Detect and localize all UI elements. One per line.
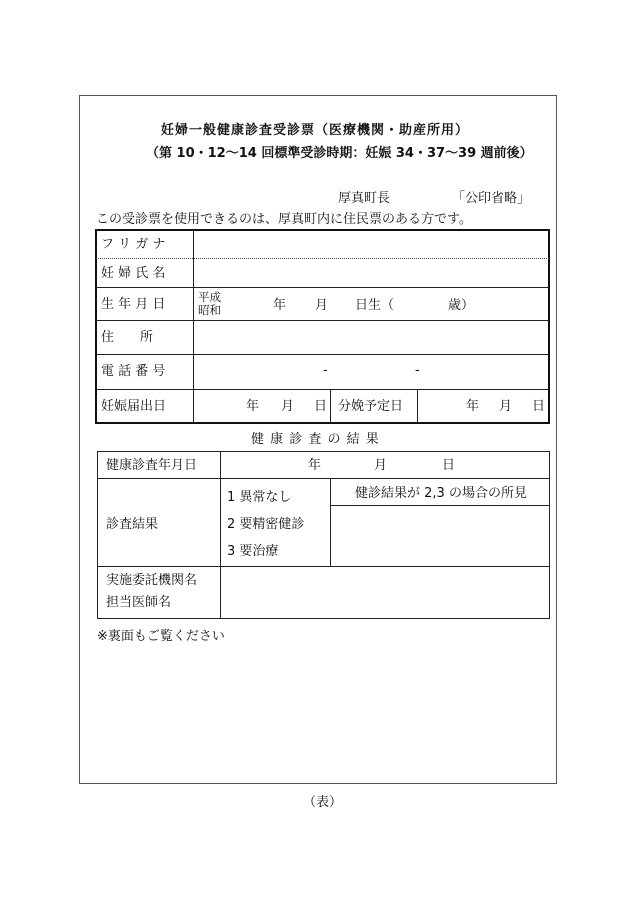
exam-day-unit: 日: [442, 458, 456, 473]
birth-day-unit: 日生（: [355, 298, 395, 313]
report-month-unit: 月: [281, 399, 295, 414]
phone-label: 電 話 番 号: [101, 364, 166, 379]
address-label: 住 所: [101, 330, 154, 345]
era-showa: 昭和: [198, 303, 221, 317]
due-date-divider: [330, 390, 331, 423]
row-divider: [96, 287, 549, 288]
institution-field[interactable]: [223, 568, 547, 617]
doctor-label: 担当医師名: [106, 595, 172, 610]
phone-field[interactable]: [196, 356, 546, 387]
birthdate-field[interactable]: [196, 289, 546, 318]
back-side-note: ※裏面もご覧ください: [97, 629, 225, 644]
findings-field[interactable]: [333, 507, 547, 564]
row-divider: [96, 320, 549, 321]
results-label-divider: [220, 452, 221, 618]
findings-header-divider: [331, 505, 549, 506]
page-side-label: （表）: [303, 795, 343, 810]
exam-date-field[interactable]: [223, 453, 547, 476]
due-month-unit: 月: [499, 399, 513, 414]
birth-year-unit: 年: [273, 298, 287, 313]
due-year-unit: 年: [466, 399, 480, 414]
result-option-detailed-exam[interactable]: 2 要精密健診: [227, 517, 305, 532]
seal-omitted: 「公印省略」: [452, 191, 531, 206]
phone-separator-1: -: [323, 363, 328, 378]
due-day-unit: 日: [532, 399, 546, 414]
age-unit: 歳）: [448, 298, 475, 313]
furigana-divider: [96, 258, 549, 259]
eligibility-notice: この受診票を使用できるのは、厚真町内に住民票のある方です。: [96, 212, 472, 227]
birth-month-unit: 月: [315, 298, 329, 313]
row-divider: [96, 389, 549, 390]
due-date-field[interactable]: [419, 391, 547, 421]
form-subtitle: （第 10・12～14 回標準受診時期：妊娠 34・37～39 週前後）: [146, 146, 533, 161]
furigana-label: フ リ ガ ナ: [101, 237, 166, 252]
form-title: 妊婦一般健康診査受診票（医療機関・助産所用）: [161, 123, 470, 138]
report-year-unit: 年: [246, 399, 260, 414]
result-label: 診査結果: [106, 517, 159, 532]
pregnancy-report-label: 妊娠届出日: [101, 399, 167, 414]
birthdate-label: 生 年 月 日: [101, 297, 166, 312]
issuer: 厚真町長: [338, 191, 391, 206]
findings-label: 健診結果が 2,3 の場合の所見: [355, 486, 527, 501]
pregnancy-report-field[interactable]: [196, 391, 328, 421]
exam-date-label: 健康診査年月日: [106, 458, 198, 473]
row-divider: [96, 354, 549, 355]
due-date-value-divider: [417, 390, 418, 423]
result-option-normal[interactable]: 1 異常なし: [227, 490, 292, 505]
findings-divider: [330, 479, 331, 566]
furigana-field[interactable]: [196, 232, 546, 256]
era-heisei: 平成: [198, 290, 221, 304]
results-heading: 健 康 診 査 の 結 果: [251, 432, 380, 447]
name-field[interactable]: [196, 260, 546, 285]
result-option-treatment[interactable]: 3 要治療: [227, 544, 279, 559]
row-divider: [98, 566, 549, 567]
exam-year-unit: 年: [308, 458, 322, 473]
name-label: 妊 婦 氏 名: [101, 266, 166, 281]
phone-separator-2: -: [415, 363, 420, 378]
row-divider: [98, 478, 549, 479]
address-field[interactable]: [196, 322, 546, 352]
report-day-unit: 日: [314, 399, 328, 414]
due-date-label: 分娩予定日: [338, 399, 404, 414]
institution-label: 実施委託機関名: [106, 573, 198, 588]
exam-month-unit: 月: [374, 458, 388, 473]
